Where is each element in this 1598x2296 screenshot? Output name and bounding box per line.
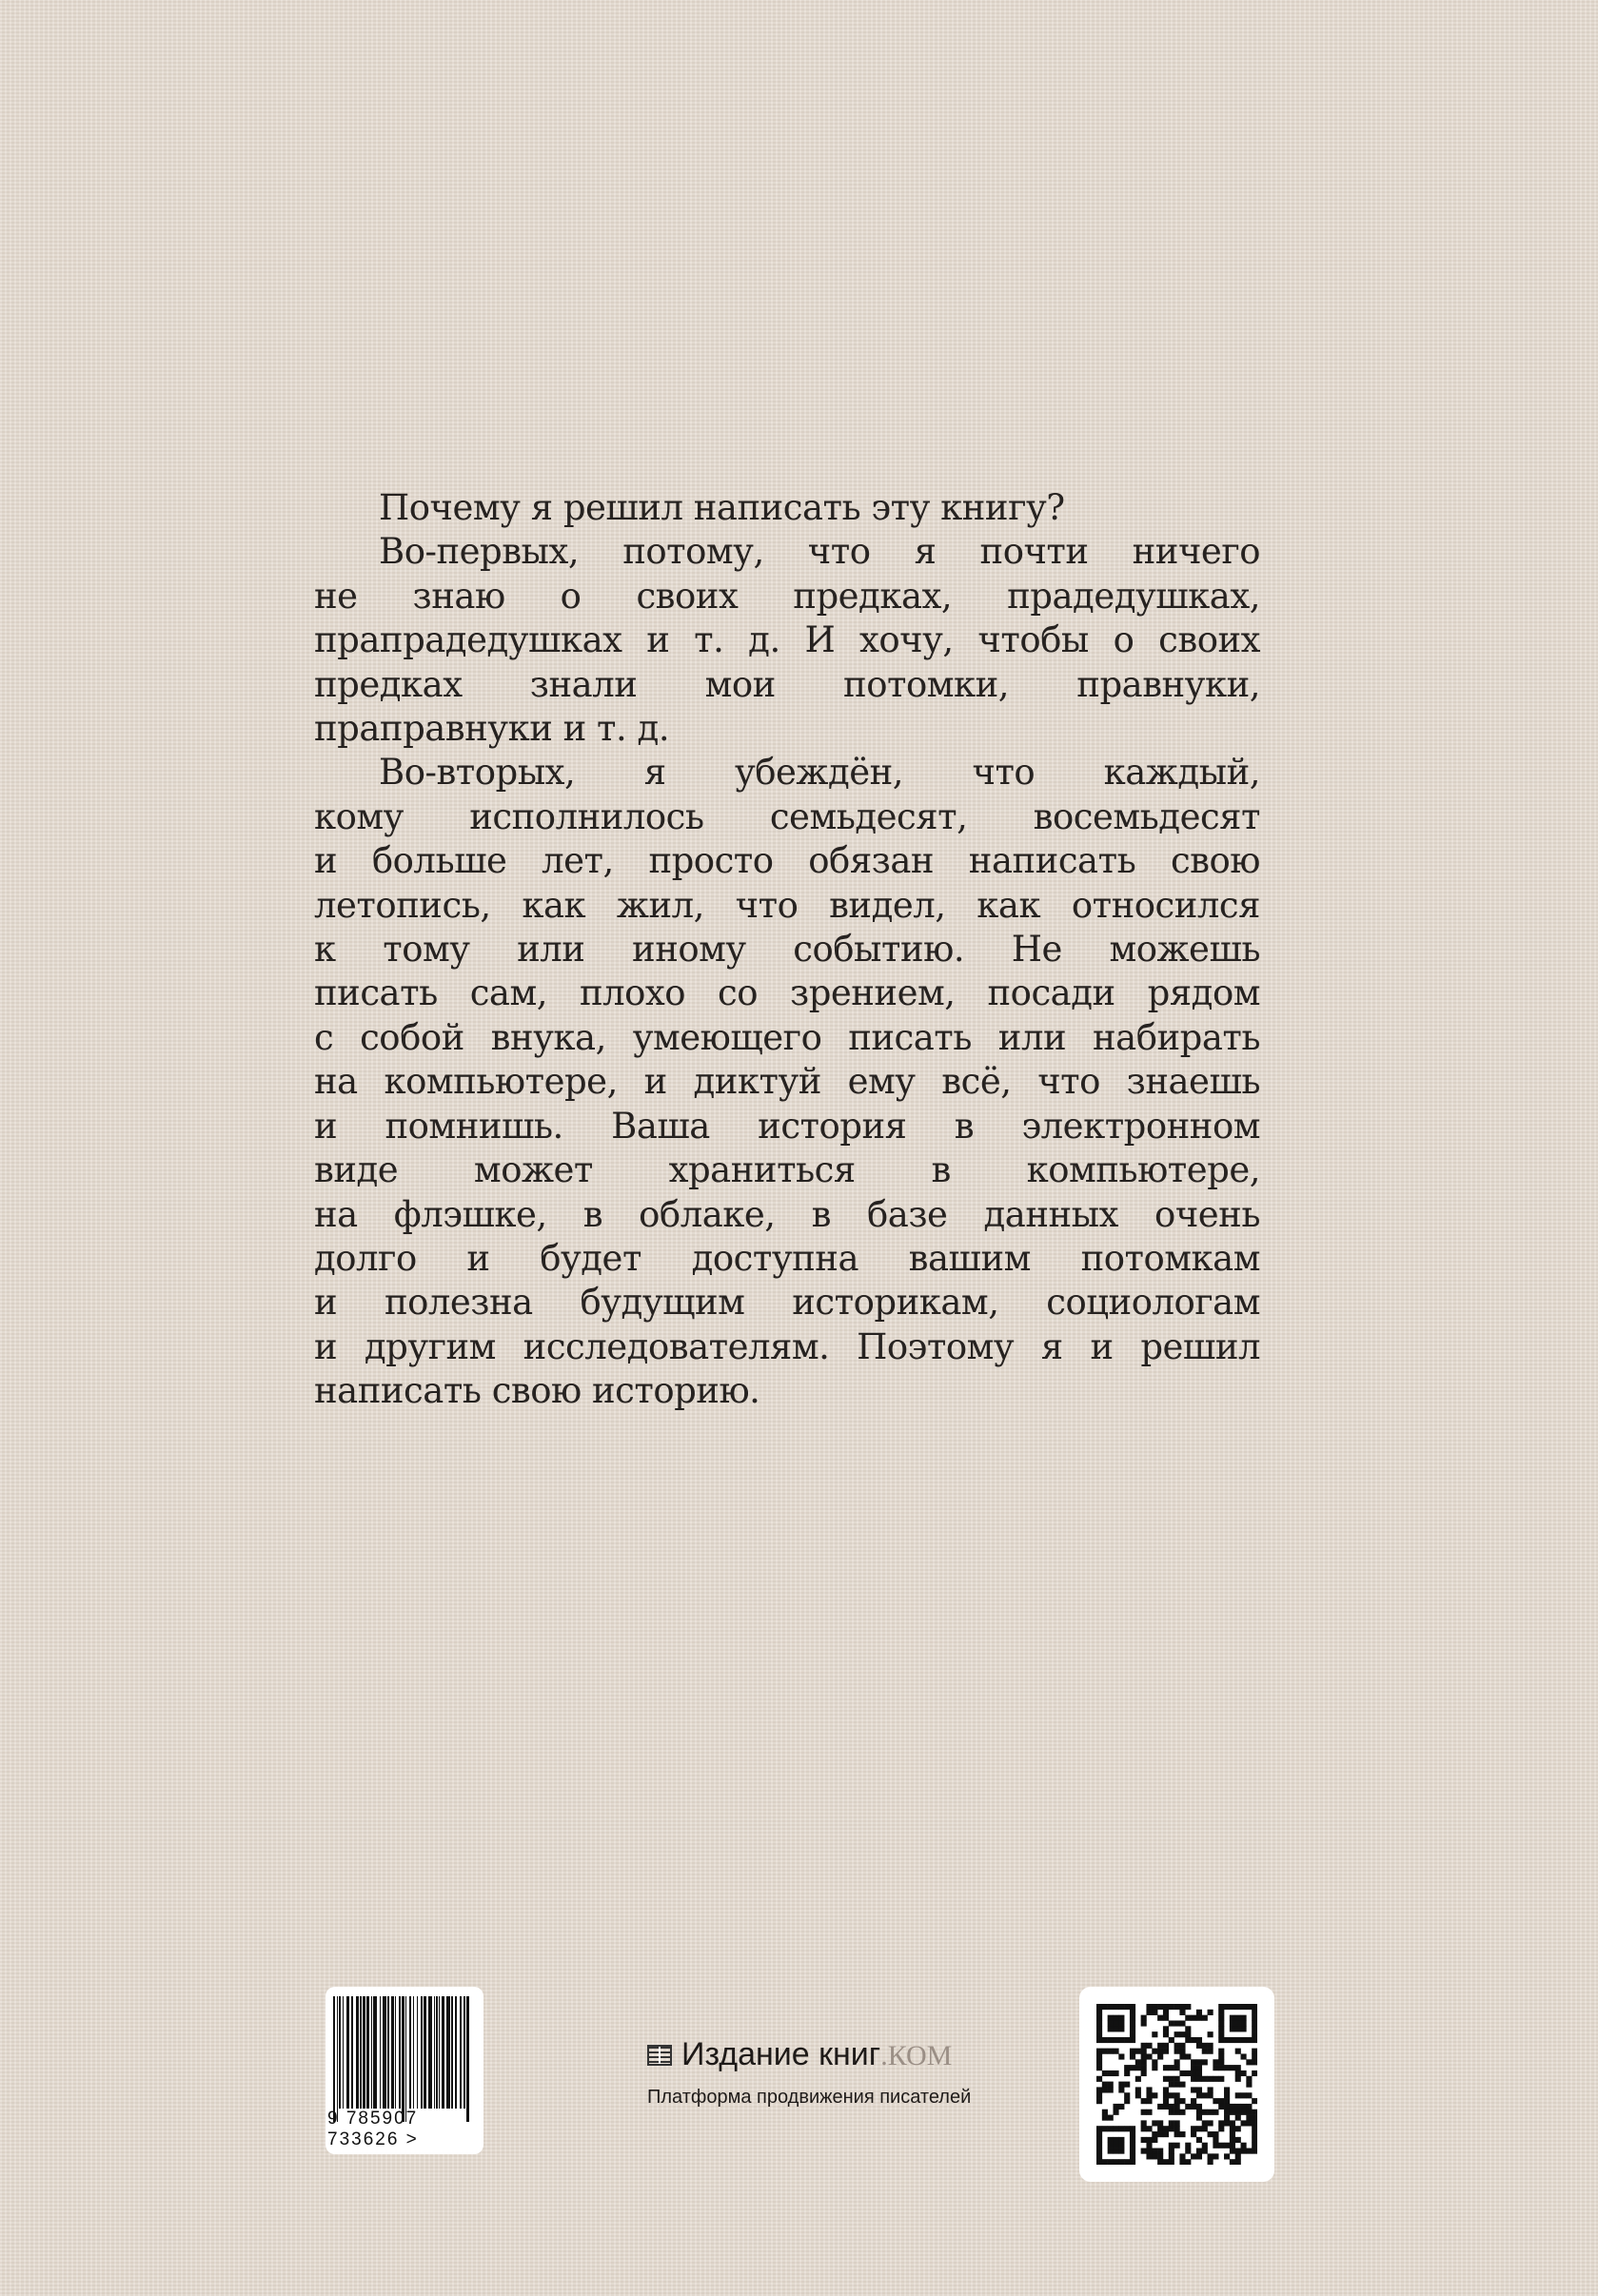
text-line: и другим исследователям. Поэтому я и решил [314,1325,1260,1367]
text-line: и больше лет, просто обязан написать свою [314,840,1260,882]
qr-code-pattern [1096,2004,1257,2165]
text-line: праправнуки и т. д. [314,708,670,750]
text-line: Почему я решил написать эту книгу? [379,487,1065,528]
text-line: написать свою историю. [314,1370,760,1412]
text-line: летопись, как жил, что видел, как относился [314,884,1260,926]
text-line: с собой внука, умеющего писать или набирать [314,1016,1260,1058]
isbn-barcode [326,1987,483,2154]
publisher-logo [647,2036,971,2109]
publisher-name: Издание книг [681,2036,881,2072]
isbn-number: 9 785907 733626 > [327,2109,419,2149]
back-cover-text [314,486,1260,1414]
text-line: Во-первых, потому, что я почти ничего [379,531,1260,573]
text-line: не знаю о своих предках, прадедушках, [314,575,1260,617]
text-line: долго и будет доступна вашим потомкам [314,1237,1260,1279]
qr-code [1079,1987,1274,2182]
text-line: прапрадедушках и т. д. И хочу, чтобы о своих [314,619,1260,661]
text-line: Во-вторых, я убеждён, что каждый, [379,752,1260,794]
publisher-tagline: Платформа продвижения писателей [647,2087,972,2108]
text-line: и полезна будущим историкам, социологам [314,1282,1260,1324]
book-icon [647,2045,672,2066]
publisher-suffix: .КОМ [880,2040,953,2071]
text-line: к тому или иному событию. Не можешь [314,929,1260,971]
text-line: писать сам, плохо со зрением, посади рядом [314,972,1260,1014]
text-line: предках знали мои потомки, правнуки, [314,663,1260,705]
text-line: на флэшке, в облаке, в базе данных очень [314,1193,1260,1235]
text-line: виде может храниться в компьютере, [314,1149,1260,1191]
text-line: и помнишь. Ваша история в электронном [314,1105,1260,1147]
text-line: на компьютере, и диктуй ему всё, что знаешь [314,1061,1260,1103]
barcode-bars [331,1996,474,2122]
text-line: кому исполнилось семьдесят, восемьдесят [314,795,1260,837]
